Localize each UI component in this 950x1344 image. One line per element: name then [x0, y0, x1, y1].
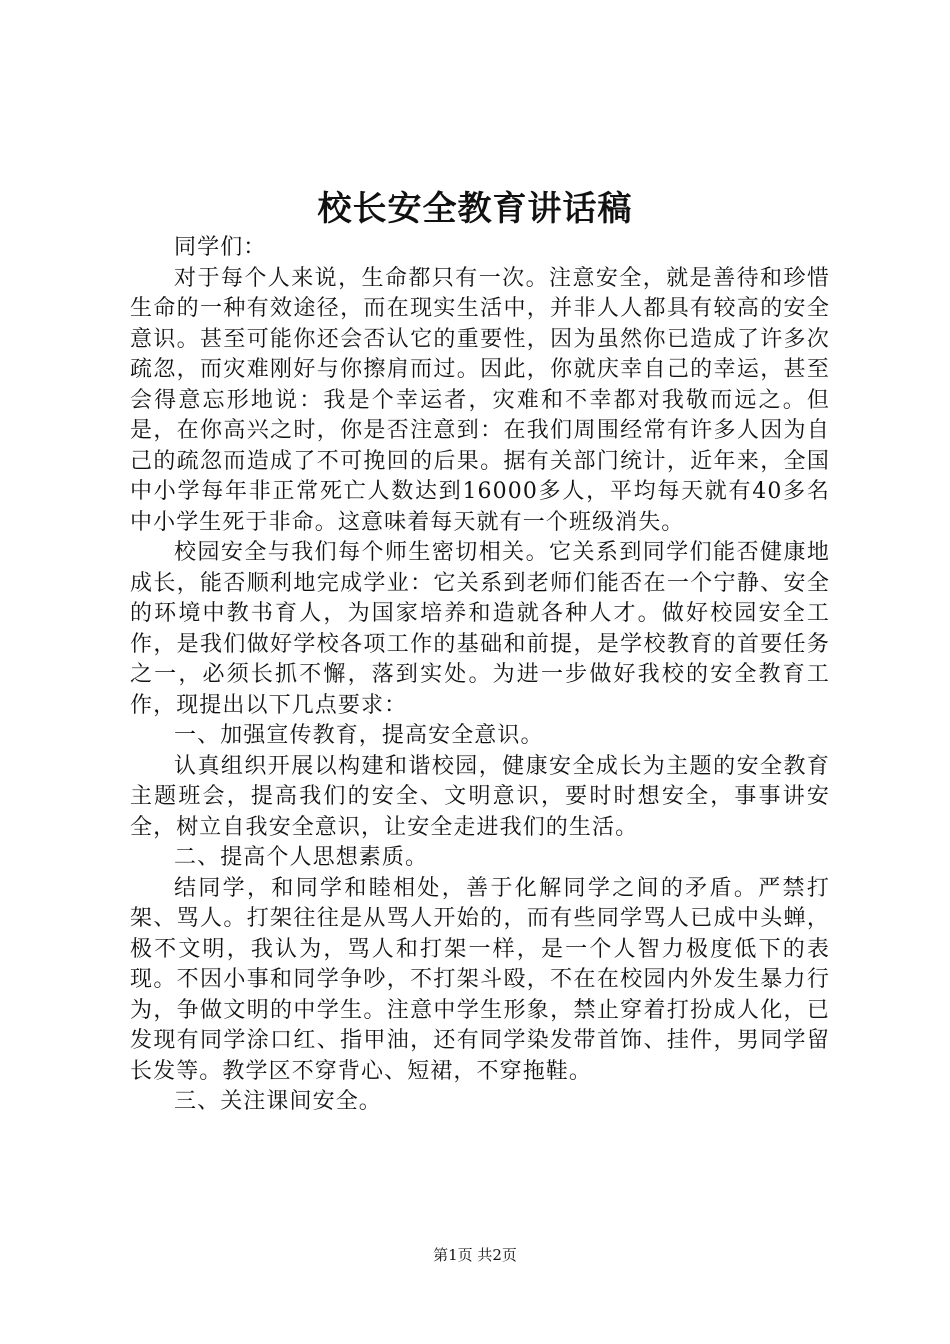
document-title: 校长安全教育讲话稿 [317, 189, 633, 229]
body-paragraph: 认真组织开展以构建和谐校园，健康安全成长为主题的安全教育主题班会，提高我们的安全、文明意识，要时时想安全，事事讲安全，树立自我安全意识，让安全走进我们的生活。 [130, 753, 830, 840]
section-heading: 二、提高个人思想素质。 [174, 845, 429, 870]
body-paragraph: 对于每个人来说，生命都只有一次。注意安全，就是善待和珍惜生命的一种有效途径，而在现实生活中，并非人人都具有较高的安全意识。甚至可能你还会否认它的重要性，因为虽然你已造成了许多次疏忽，而灾难刚好与你擦肩而过。因此，你就庆幸自己的幸运，甚至会得意忘形地说：我是个幸运者，灾难和不幸都对我敬而远之。但是，在你高兴之时，你是否注意到：在我们周围经常有许多人因为自己的疏忽而造成了不可挽回的后果。据有关部门统计，近年来，全国中小学每年非正常死亡人数达到16000多人，平均每天就有40多名中小学生死于非命。这意味着每天就有一个班级消失。 [130, 265, 830, 535]
body-paragraph: 结同学，和同学和睦相处，善于化解同学之间的矛盾。严禁打架、骂人。打架往往是从骂人开始的，而有些同学骂人已成中头蝉，极不文明，我认为，骂人和打架一样，是一个人智力极度低下的表现。不因小事和同学争吵，不打架斗殴，不在在校园内外发生暴力行为，争做文明的中学生。注意中学生形象，禁止穿着打扮成人化，已发现有同学涂口红、指甲油，还有同学染发带首饰、挂件，男同学留长发等。教学区不穿背心、短裙，不穿拖鞋。 [130, 875, 830, 1084]
page-number-footer: 第1页 共2页 [433, 1246, 517, 1264]
document-body [130, 233, 830, 1118]
section-heading: 一、加强宣传教育，提高安全意识。 [174, 723, 544, 748]
greeting-paragraph: 同学们： [174, 235, 267, 260]
body-paragraph: 校园安全与我们每个师生密切相关。它关系到同学们能否健康地成长，能否顺利地完成学业：它关系到老师们能否在一个宁静、安全的环境中教书育人，为国家培养和造就各种人才。做好校园安全工作，是我们做好学校各项工作的基础和前提，是学校教育的首要任务之一，必须长抓不懈，落到实处。为进一步做好我校的安全教育工作，现提出以下几点要求： [130, 540, 830, 718]
section-heading: 三、关注课间安全。 [174, 1089, 382, 1114]
